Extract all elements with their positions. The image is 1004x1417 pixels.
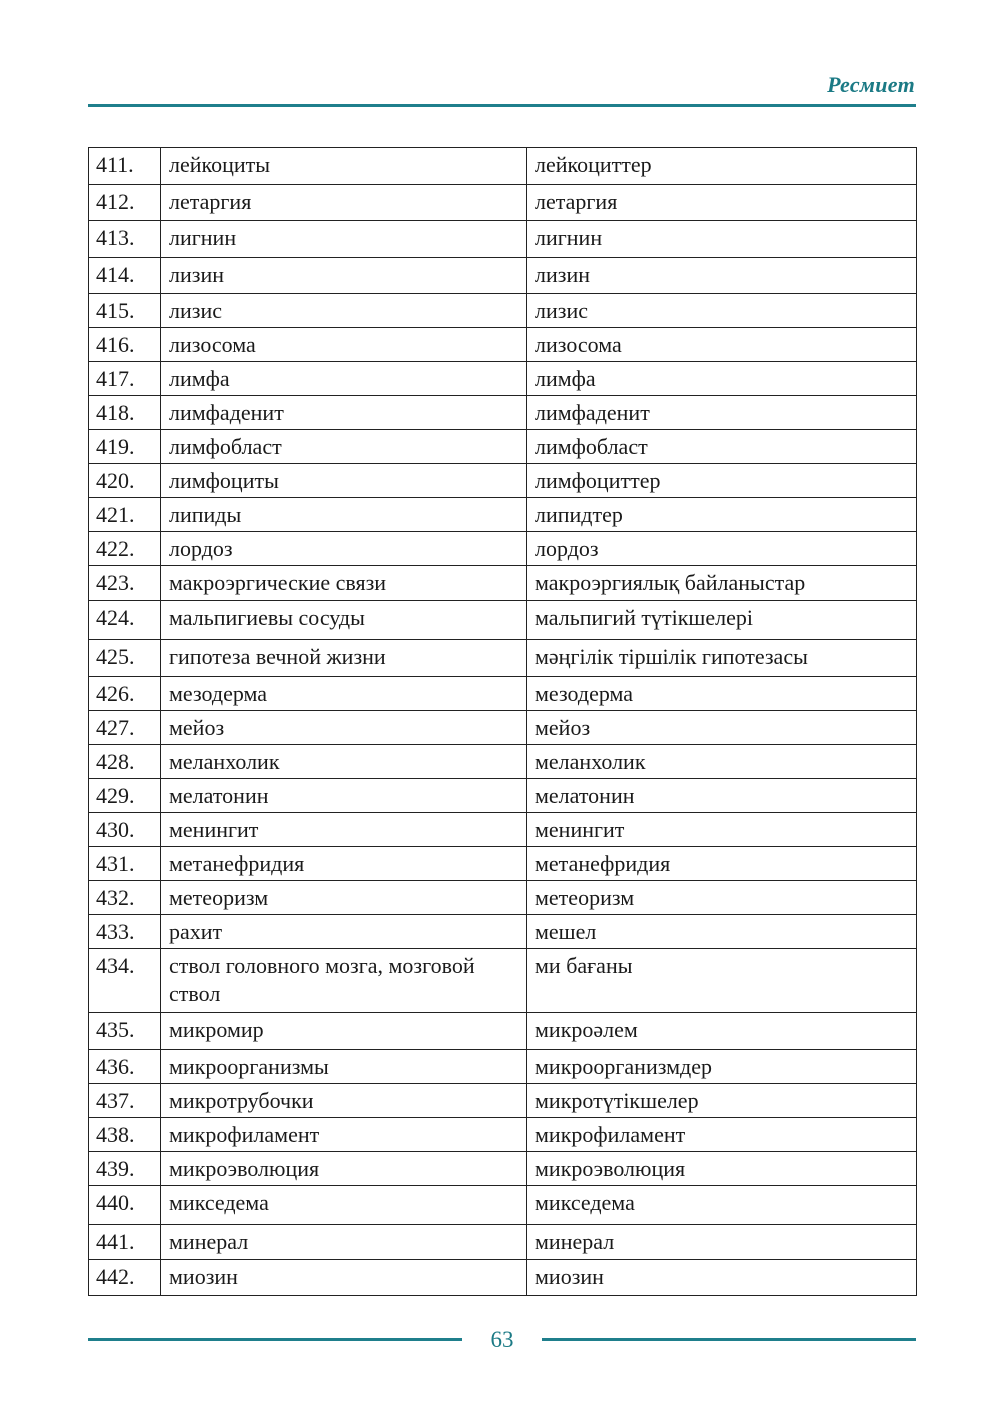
kazakh-term-cell: липидтер: [527, 498, 917, 532]
russian-term-cell: лизосома: [161, 328, 527, 362]
russian-term-cell: лимфобласт: [161, 430, 527, 464]
russian-term-cell: микрофиламент: [161, 1118, 527, 1152]
kazakh-term-cell: меланхолик: [527, 745, 917, 779]
kazakh-term-cell: микседема: [527, 1186, 917, 1225]
russian-term-cell: метеоризм: [161, 881, 527, 915]
table-row: [89, 464, 917, 498]
table-row: [89, 362, 917, 396]
table-row: [89, 430, 917, 464]
kazakh-term-cell: мейоз: [527, 711, 917, 745]
term-number-cell: 426.: [89, 677, 161, 711]
term-number-cell: 436.: [89, 1050, 161, 1084]
kazakh-term-cell: микроәлем: [527, 1013, 917, 1050]
term-number-cell: 431.: [89, 847, 161, 881]
table-row: [89, 328, 917, 362]
table-row: [89, 148, 917, 185]
kazakh-term-cell: микроэволюция: [527, 1152, 917, 1186]
term-number-cell: 440.: [89, 1186, 161, 1225]
russian-term-cell: микротрубочки: [161, 1084, 527, 1118]
russian-term-cell: лизин: [161, 258, 527, 294]
glossary-table-body: [89, 148, 917, 1296]
table-row: [89, 813, 917, 847]
term-number-cell: 414.: [89, 258, 161, 294]
russian-term-cell: минерал: [161, 1225, 527, 1260]
term-number-cell: 437.: [89, 1084, 161, 1118]
table-row: [89, 221, 917, 258]
russian-term-cell: ствол головного мозга, мозговой ствол: [161, 949, 527, 1013]
term-number-cell: 415.: [89, 294, 161, 328]
table-row: [89, 1225, 917, 1260]
kazakh-term-cell: менингит: [527, 813, 917, 847]
term-number-cell: 412.: [89, 185, 161, 221]
term-number-cell: 420.: [89, 464, 161, 498]
table-row: [89, 779, 917, 813]
russian-term-cell: мезодерма: [161, 677, 527, 711]
kazakh-term-cell: микротүтікшелер: [527, 1084, 917, 1118]
russian-term-cell: миозин: [161, 1260, 527, 1296]
russian-term-cell: меланхолик: [161, 745, 527, 779]
kazakh-term-cell: лордоз: [527, 532, 917, 566]
kazakh-term-cell: лимфобласт: [527, 430, 917, 464]
term-number-cell: 434.: [89, 949, 161, 1013]
russian-term-cell: мальпигиевы сосуды: [161, 601, 527, 640]
table-row: [89, 1260, 917, 1296]
russian-term-cell: гипотеза вечной жизни: [161, 640, 527, 677]
term-number-cell: 417.: [89, 362, 161, 396]
table-row: [89, 881, 917, 915]
kazakh-term-cell: мешел: [527, 915, 917, 949]
term-number-cell: 441.: [89, 1225, 161, 1260]
glossary-table: [88, 147, 917, 1296]
page-number: 63: [490, 1327, 514, 1352]
russian-term-cell: мейоз: [161, 711, 527, 745]
kazakh-term-cell: микрофиламент: [527, 1118, 917, 1152]
term-number-cell: 421.: [89, 498, 161, 532]
term-number-cell: 419.: [89, 430, 161, 464]
table-row: [89, 1186, 917, 1225]
term-number-cell: 433.: [89, 915, 161, 949]
russian-term-cell: рахит: [161, 915, 527, 949]
russian-term-cell: мелатонин: [161, 779, 527, 813]
kazakh-term-cell: лигнин: [527, 221, 917, 258]
term-number-cell: 413.: [89, 221, 161, 258]
term-number-cell: 428.: [89, 745, 161, 779]
table-row: [89, 532, 917, 566]
kazakh-term-cell: миозин: [527, 1260, 917, 1296]
kazakh-term-cell: лейкоциттер: [527, 148, 917, 185]
kazakh-term-cell: лимфа: [527, 362, 917, 396]
russian-term-cell: лигнин: [161, 221, 527, 258]
header-divider: [88, 104, 916, 107]
russian-term-cell: микроорганизмы: [161, 1050, 527, 1084]
russian-term-cell: менингит: [161, 813, 527, 847]
table-row: [89, 915, 917, 949]
term-number-cell: 424.: [89, 601, 161, 640]
kazakh-term-cell: летаргия: [527, 185, 917, 221]
table-row: [89, 498, 917, 532]
kazakh-term-cell: мәңгілік тіршілік гипотезасы: [527, 640, 917, 677]
kazakh-term-cell: ми бағаны: [527, 949, 917, 1013]
russian-term-cell: лейкоциты: [161, 148, 527, 185]
kazakh-term-cell: минерал: [527, 1225, 917, 1260]
kazakh-term-cell: лизосома: [527, 328, 917, 362]
footer-divider-left: [88, 1338, 462, 1341]
term-number-cell: 435.: [89, 1013, 161, 1050]
kazakh-term-cell: макроэргиялық байланыстар: [527, 566, 917, 601]
russian-term-cell: лордоз: [161, 532, 527, 566]
term-number-cell: 422.: [89, 532, 161, 566]
russian-term-cell: летаргия: [161, 185, 527, 221]
table-row: [89, 847, 917, 881]
table-row: [89, 711, 917, 745]
term-number-cell: 425.: [89, 640, 161, 677]
kazakh-term-cell: метанефридия: [527, 847, 917, 881]
running-header-title: Ресмиет: [827, 72, 915, 97]
russian-term-cell: лимфоциты: [161, 464, 527, 498]
table-row: [89, 1084, 917, 1118]
footer-divider-right: [542, 1338, 916, 1341]
table-row: [89, 745, 917, 779]
term-number-cell: 432.: [89, 881, 161, 915]
term-number-cell: 442.: [89, 1260, 161, 1296]
term-number-cell: 439.: [89, 1152, 161, 1186]
table-row: [89, 396, 917, 430]
table-row: [89, 294, 917, 328]
term-number-cell: 411.: [89, 148, 161, 185]
table-row: [89, 1152, 917, 1186]
russian-term-cell: микроэволюция: [161, 1152, 527, 1186]
russian-term-cell: лимфаденит: [161, 396, 527, 430]
kazakh-term-cell: мальпигий түтікшелері: [527, 601, 917, 640]
table-row: [89, 677, 917, 711]
table-row: [89, 1050, 917, 1084]
table-row: [89, 1118, 917, 1152]
term-number-cell: 438.: [89, 1118, 161, 1152]
russian-term-cell: микромир: [161, 1013, 527, 1050]
russian-term-cell: липиды: [161, 498, 527, 532]
table-row: [89, 258, 917, 294]
term-number-cell: 427.: [89, 711, 161, 745]
table-row: [89, 601, 917, 640]
kazakh-term-cell: лимфаденит: [527, 396, 917, 430]
term-number-cell: 430.: [89, 813, 161, 847]
russian-term-cell: микседема: [161, 1186, 527, 1225]
russian-term-cell: макроэргические связи: [161, 566, 527, 601]
table-row: [89, 185, 917, 221]
term-number-cell: 429.: [89, 779, 161, 813]
term-number-cell: 423.: [89, 566, 161, 601]
term-number-cell: 418.: [89, 396, 161, 430]
kazakh-term-cell: мезодерма: [527, 677, 917, 711]
kazakh-term-cell: лизин: [527, 258, 917, 294]
kazakh-term-cell: метеоризм: [527, 881, 917, 915]
table-row: [89, 1013, 917, 1050]
kazakh-term-cell: лизис: [527, 294, 917, 328]
russian-term-cell: лимфа: [161, 362, 527, 396]
table-row: [89, 949, 917, 1013]
kazakh-term-cell: микроорганизмдер: [527, 1050, 917, 1084]
table-row: [89, 566, 917, 601]
kazakh-term-cell: лимфоциттер: [527, 464, 917, 498]
term-number-cell: 416.: [89, 328, 161, 362]
kazakh-term-cell: мелатонин: [527, 779, 917, 813]
table-row: [89, 640, 917, 677]
russian-term-cell: метанефридия: [161, 847, 527, 881]
russian-term-cell: лизис: [161, 294, 527, 328]
